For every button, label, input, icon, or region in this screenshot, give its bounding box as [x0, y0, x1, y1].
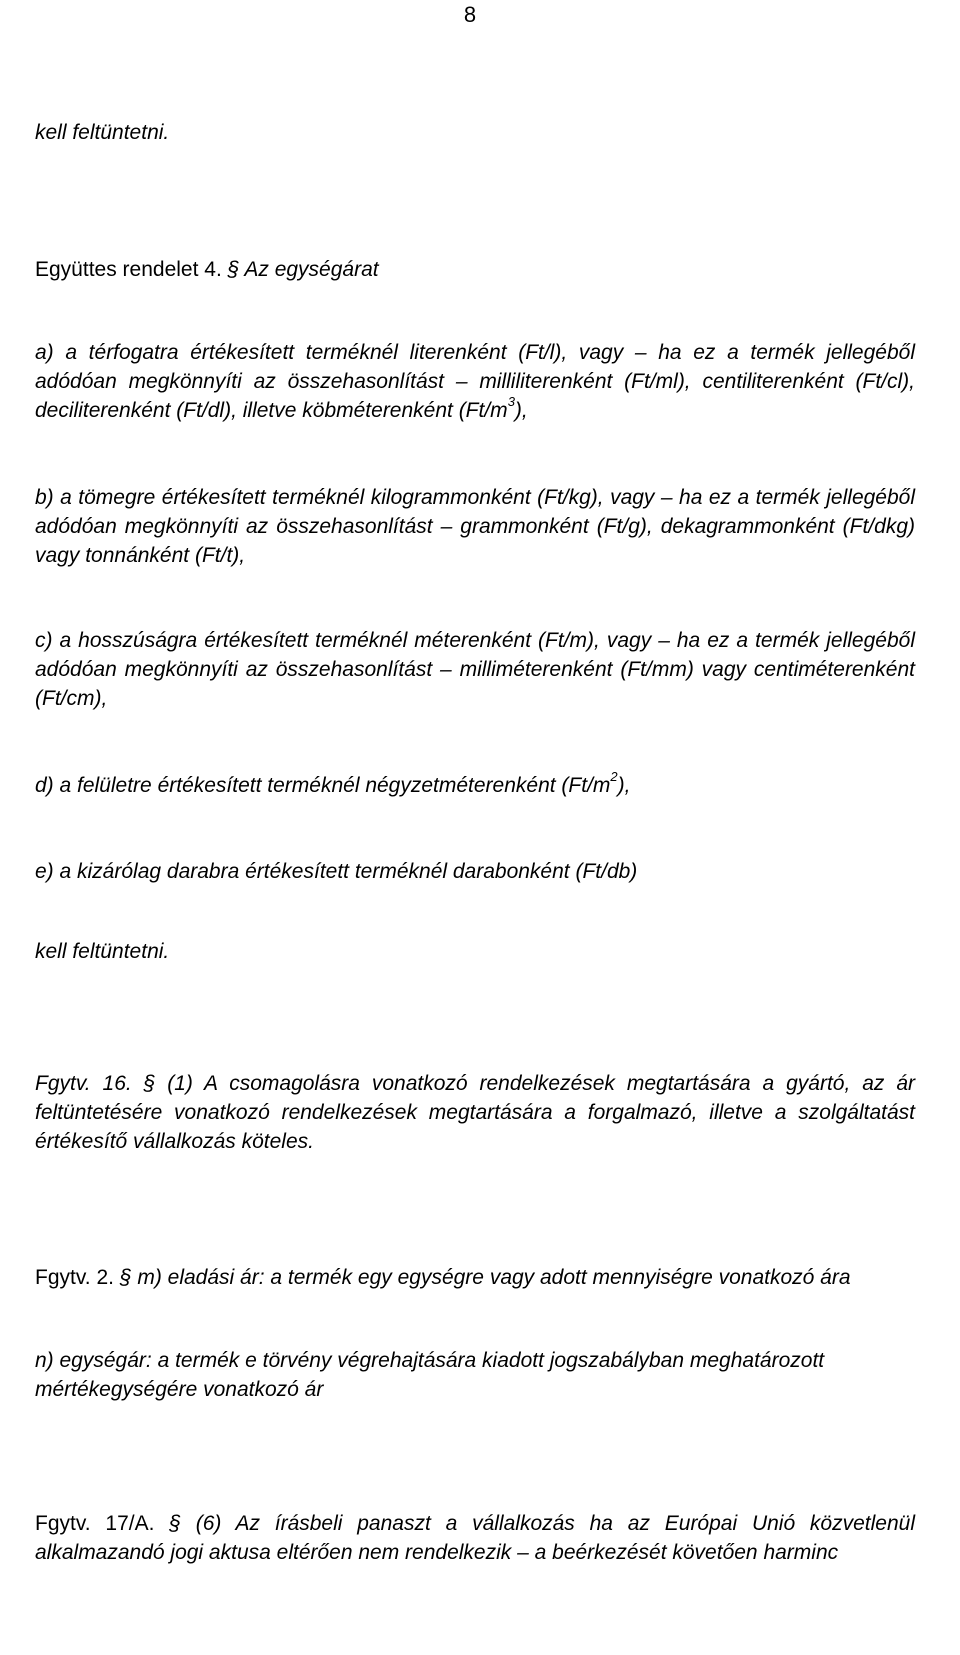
paragraph-d-end: ),: [617, 774, 631, 797]
paragraph-egyuttes-rendelet: [35, 255, 915, 284]
paragraph-c-hosszusag: c) a hosszúságra értékesített terméknél méterenként (Ft/m), vagy ‒ ha ez a termék jellegéből adódóan megkönnyíti az összehasonlítást ‒ milliméterenként (Ft/mm) vagy centiméterenként (Ft/cm),: [35, 629, 915, 710]
paragraph-kell-feltuntetni-1: kell feltüntetni.: [35, 121, 170, 144]
paragraph-fgytv-2: [35, 1263, 915, 1292]
section-text: § Az egységárat: [227, 258, 379, 281]
paragraph-kell-feltuntetni-2: kell feltüntetni.: [35, 940, 170, 963]
paragraph-a-text: a) a térfogatra értékesített terméknél literenként (Ft/l), vagy ‒ ha ez a termék jellegéből adódóan megkönnyíti az összehasonlítást ‒ milliliterenként (Ft/ml), centiliterenként (Ft/cl), deciliterenként (Ft/dl), illetve köbméterenként (Ft/m: [35, 341, 915, 422]
paragraph-a-end: ),: [514, 399, 528, 422]
law-reference: Fgytv. 2.: [35, 1266, 120, 1289]
section-text: § (6) Az írásbeli panaszt a vállalkozás ha az Európai Unió közvetlenül alkalmazandó jogi aktusa eltérően nem rendelkezik ‒ a beérkezését követően harminc: [35, 1512, 915, 1564]
paragraph-e-darab: e) a kizárólag darabra értékesített terméknél darabonként (Ft/db): [35, 860, 638, 883]
paragraph-n-egysegar: n) egységár: a termék e törvény végrehajtására kiadott jogszabályban meghatározott mértékegységére vonatkozó ár: [35, 1349, 825, 1401]
paragraph-d-felulet: [35, 771, 915, 800]
page-number: 8: [463, 2, 477, 27]
paragraph-b-tomeg: b) a tömegre értékesített terméknél kilogrammonként (Ft/kg), vagy ‒ ha ez a termék jellegéből adódóan megkönnyíti az összehasonlítást ‒ grammonként (Ft/g), dekagrammonként (Ft/dkg) vagy tonnánként (Ft/t),: [35, 486, 915, 567]
superscript-2: 2: [610, 769, 618, 784]
paragraph-a-terfogat: [35, 338, 915, 425]
paragraph-fgytv-16: Fgytv. 16. § (1) A csomagolásra vonatkozó rendelkezések megtartására a gyártó, az ár feltüntetésére vonatkozó rendelkezések megtartására a forgalmazó, illetve a szolgáltatást értékesítő vállalkozás köteles.: [35, 1072, 915, 1153]
paragraph-d-text: d) a felületre értékesített terméknél négyzetméterenként (Ft/m: [35, 774, 611, 797]
section-text: § m) eladási ár: a termék egy egységre vagy adott mennyiségre vonatkozó ára: [119, 1266, 851, 1289]
law-reference: Együttes rendelet 4.: [35, 258, 228, 281]
superscript-3: 3: [507, 394, 515, 409]
law-reference: Fgytv. 17/A.: [35, 1512, 170, 1535]
paragraph-fgytv-17a: [35, 1509, 915, 1567]
